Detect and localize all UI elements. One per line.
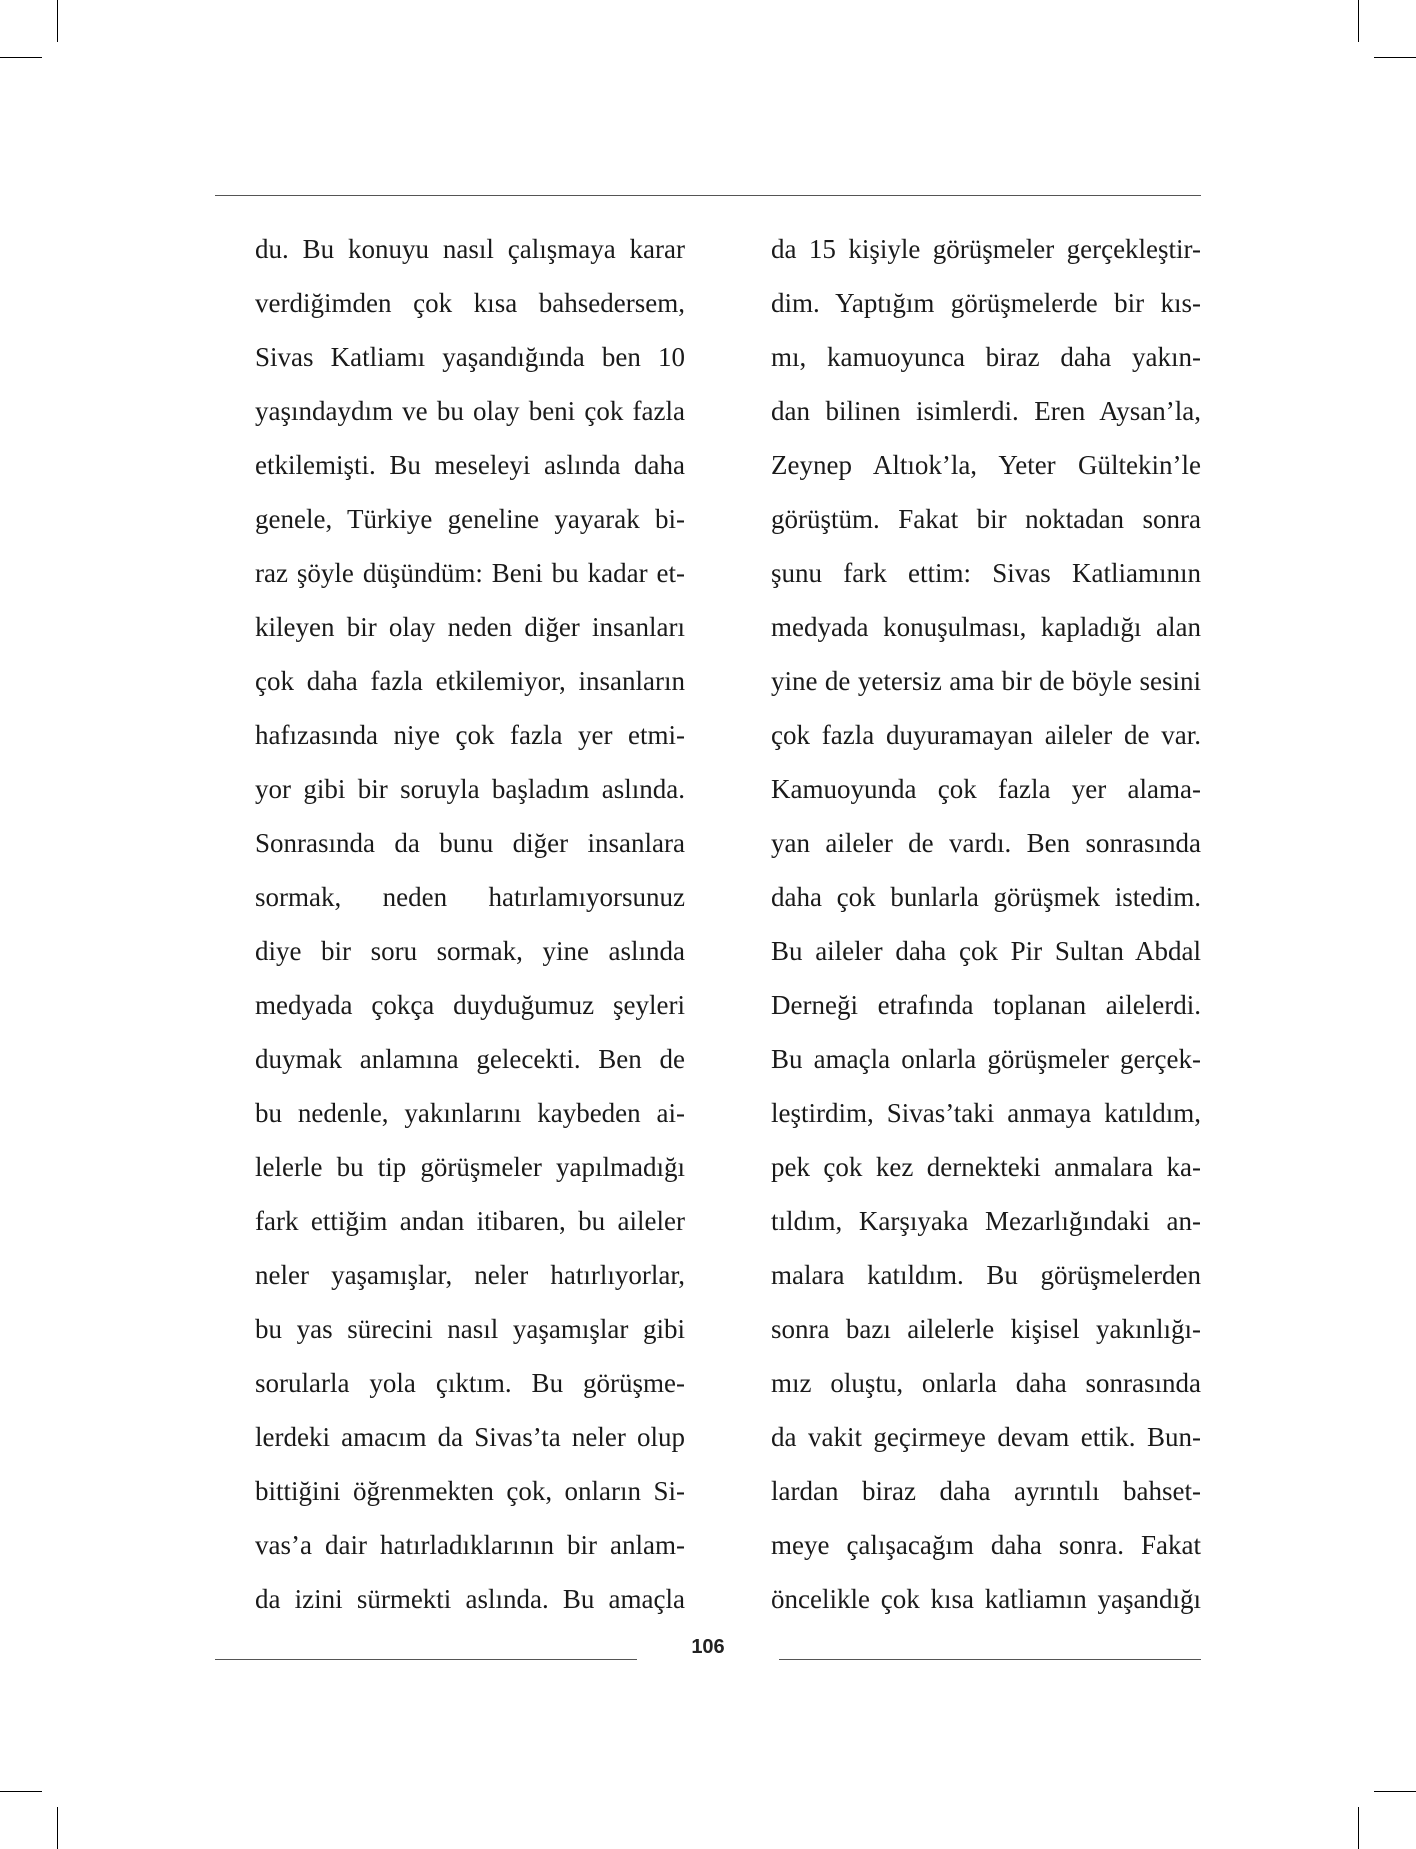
text-line: şunu fark ettim: Sivas Katliamının	[771, 558, 1201, 588]
text-line: leştirdim, Sivas’taki anmaya katıldım,	[771, 1098, 1201, 1128]
text-line: hafızasında niye çok fazla yer etmi-	[255, 720, 685, 750]
footer-rule-left	[215, 1659, 637, 1660]
text-line: yine de yetersiz ama bir de böyle sesini	[771, 666, 1201, 696]
crop-mark	[0, 57, 42, 58]
text-line: çok daha fazla etkilemiyor, insanların	[255, 666, 685, 696]
text-line: da vakit geçirmeye devam ettik. Bun-	[771, 1422, 1201, 1452]
crop-mark	[1358, 0, 1359, 42]
text-line: dim. Yaptığım görüşmelerde bir kıs-	[771, 288, 1201, 318]
text-line: çok fazla duyuramayan aileler de var.	[771, 720, 1201, 750]
crop-mark	[57, 1807, 58, 1849]
text-line: da izini sürmekti aslında. Bu amaçla	[255, 1584, 685, 1614]
text-line: lardan biraz daha ayrıntılı bahset-	[771, 1476, 1201, 1506]
text-line: etkilemişti. Bu meseleyi aslında daha	[255, 450, 685, 480]
crop-mark	[1374, 1791, 1416, 1792]
text-line: öncelikle çok kısa katliamın yaşandığı	[771, 1584, 1201, 1614]
text-line: genele, Türkiye geneline yayarak bi-	[255, 504, 685, 534]
text-line: Derneği etrafında toplanan ailelerdi.	[771, 990, 1201, 1020]
text-line: bu nedenle, yakınlarını kaybeden ai-	[255, 1098, 685, 1128]
text-line: medyada çokça duyduğumuz şeyleri	[255, 990, 685, 1020]
text-line: yor gibi bir soruyla başladım aslında.	[255, 774, 685, 804]
text-line: lerdeki amacım da Sivas’ta neler olup	[255, 1422, 685, 1452]
text-line: mız oluştu, onlarla daha sonrasında	[771, 1368, 1201, 1398]
text-line: Bu aileler daha çok Pir Sultan Abdal	[771, 936, 1201, 966]
text-line: bu yas sürecini nasıl yaşamışlar gibi	[255, 1314, 685, 1344]
crop-mark	[1374, 57, 1416, 58]
text-line: Bu amaçla onlarla görüşmeler gerçek-	[771, 1044, 1201, 1074]
text-line: tıldım, Karşıyaka Mezarlığındaki an-	[771, 1206, 1201, 1236]
text-line: lelerle bu tip görüşmeler yapılmadığı	[255, 1152, 685, 1182]
text-line: pek çok kez dernekteki anmalara ka-	[771, 1152, 1201, 1182]
text-line: Kamuoyunda çok fazla yer alama-	[771, 774, 1201, 804]
text-line: kileyen bir olay neden diğer insanları	[255, 612, 685, 642]
text-line: raz şöyle düşündüm: Beni bu kadar et-	[255, 558, 685, 588]
left-text-column	[255, 222, 685, 1626]
text-line: Sonrasında da bunu diğer insanlara	[255, 828, 685, 858]
text-line: meye çalışacağım daha sonra. Fakat	[771, 1530, 1201, 1560]
text-line: fark ettiğim andan itibaren, bu aileler	[255, 1206, 685, 1236]
crop-mark	[1358, 1807, 1359, 1849]
text-line: duymak anlamına gelecekti. Ben de	[255, 1044, 685, 1074]
text-line: Zeynep Altıok’la, Yeter Gültekin’le	[771, 450, 1201, 480]
text-line: yan aileler de vardı. Ben sonrasında	[771, 828, 1201, 858]
text-line: vas’a dair hatırladıklarının bir anlam-	[255, 1530, 685, 1560]
crop-mark	[0, 1791, 42, 1792]
text-line: mı, kamuoyunca biraz daha yakın-	[771, 342, 1201, 372]
text-line: sorularla yola çıktım. Bu görüşme-	[255, 1368, 685, 1398]
page-number: 106	[691, 1636, 725, 1658]
crop-mark	[57, 0, 58, 42]
header-rule	[215, 195, 1201, 196]
text-line: görüştüm. Fakat bir noktadan sonra	[771, 504, 1201, 534]
text-line: Sivas Katliamı yaşandığında ben 10	[255, 342, 685, 372]
right-text-column	[771, 222, 1201, 1626]
text-line: bittiğini öğrenmekten çok, onların Si-	[255, 1476, 685, 1506]
text-line: sonra bazı ailelerle kişisel yakınlığı-	[771, 1314, 1201, 1344]
text-line: yaşındaydım ve bu olay beni çok fazla	[255, 396, 685, 426]
text-line: verdiğimden çok kısa bahsedersem,	[255, 288, 685, 318]
text-line: neler yaşamışlar, neler hatırlıyorlar,	[255, 1260, 685, 1290]
text-line: du. Bu konuyu nasıl çalışmaya karar	[255, 234, 685, 264]
text-line: daha çok bunlarla görüşmek istedim.	[771, 882, 1201, 912]
text-line: sormak, neden hatırlamıyorsunuz	[255, 882, 685, 912]
footer-rule-right	[779, 1659, 1201, 1660]
text-line: diye bir soru sormak, yine aslında	[255, 936, 685, 966]
text-line: da 15 kişiyle görüşmeler gerçekleştir-	[771, 234, 1201, 264]
text-line: dan bilinen isimlerdi. Eren Aysan’la,	[771, 396, 1201, 426]
text-line: medyada konuşulması, kapladığı alan	[771, 612, 1201, 642]
text-line: malara katıldım. Bu görüşmelerden	[771, 1260, 1201, 1290]
